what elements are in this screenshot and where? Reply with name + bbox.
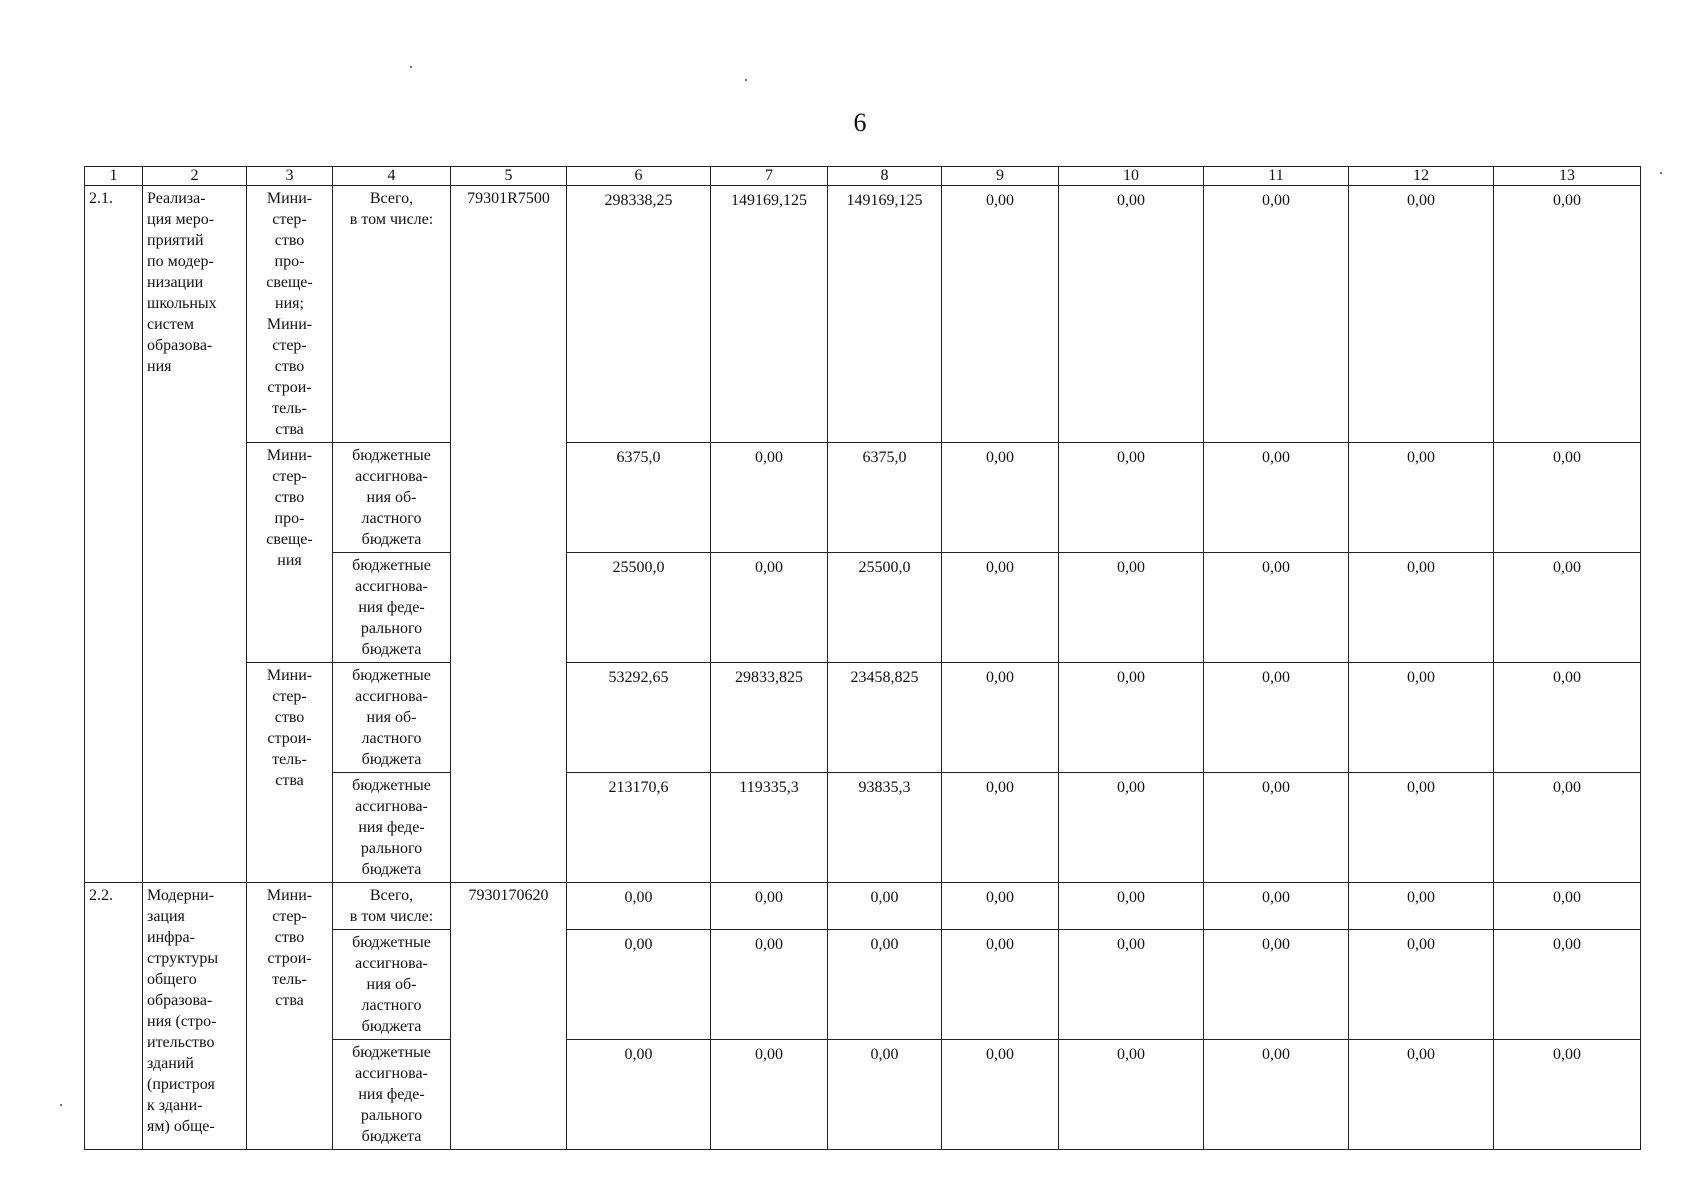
value-cell: 6375,0: [828, 443, 942, 553]
value-cell: 0,00: [942, 553, 1059, 663]
value-cell: 0,00: [1059, 930, 1204, 1040]
budget-code: 7930170620: [451, 883, 567, 1150]
value-cell: 0,00: [1059, 1040, 1204, 1150]
value-cell: 0,00: [711, 553, 828, 663]
value-cell: 0,00: [1349, 773, 1494, 883]
value-cell: 149169,125: [828, 186, 942, 443]
row-name: Реализа- ция меро- приятий по модер- низации школьных систем образова- ния: [143, 186, 247, 883]
value-cell: 0,00: [1204, 186, 1349, 443]
value-cell: 0,00: [1204, 1040, 1349, 1150]
value-cell: 0,00: [1059, 553, 1204, 663]
value-cell: 0,00: [1204, 443, 1349, 553]
header-col-6: 6: [567, 167, 711, 186]
executor-cell: Мини- стер- ство строи- тель- ства: [247, 663, 333, 883]
value-cell: 93835,3: [828, 773, 942, 883]
value-cell: 0,00: [1059, 186, 1204, 443]
value-cell: 0,00: [1349, 186, 1494, 443]
budget-code: 79301R7500: [451, 186, 567, 883]
scan-speck: [410, 66, 412, 68]
value-cell: 0,00: [1494, 1040, 1641, 1150]
header-col-2: 2: [143, 167, 247, 186]
value-cell: 0,00: [1349, 553, 1494, 663]
scan-speck: [60, 1104, 62, 1106]
table-row: [85, 883, 1641, 930]
value-cell: 0,00: [567, 1040, 711, 1150]
value-cell: 0,00: [1349, 930, 1494, 1040]
value-cell: 0,00: [1204, 663, 1349, 773]
page-number: 6: [853, 108, 867, 137]
value-cell: 0,00: [1204, 553, 1349, 663]
executor-cell: Мини- стер- ство про- свеще- ния; Мини- стер- ство строи- тель- ства: [247, 186, 333, 443]
value-cell: 29833,825: [711, 663, 828, 773]
value-cell: 0,00: [828, 1040, 942, 1150]
value-cell: 25500,0: [828, 553, 942, 663]
executor-cell: Мини- стер- ство строи- тель- ства: [247, 883, 333, 1150]
header-col-13: 13: [1494, 167, 1641, 186]
value-cell: 0,00: [942, 1040, 1059, 1150]
value-cell: 213170,6: [567, 773, 711, 883]
row-id: 2.2.: [85, 883, 143, 1150]
value-cell: 0,00: [1204, 883, 1349, 930]
value-cell: 0,00: [942, 186, 1059, 443]
value-cell: 0,00: [1494, 930, 1641, 1040]
value-cell: 119335,3: [711, 773, 828, 883]
scan-speck: [745, 79, 747, 81]
value-cell: 0,00: [942, 883, 1059, 930]
value-cell: 0,00: [1059, 883, 1204, 930]
header-col-8: 8: [828, 167, 942, 186]
value-cell: 0,00: [1204, 930, 1349, 1040]
scan-speck: [1660, 172, 1662, 174]
header-col-11: 11: [1204, 167, 1349, 186]
value-cell: 6375,0: [567, 443, 711, 553]
value-cell: 149169,125: [711, 186, 828, 443]
value-cell: 0,00: [942, 930, 1059, 1040]
executor-cell: Мини- стер- ство про- свеще- ния: [247, 443, 333, 663]
header-col-5: 5: [451, 167, 567, 186]
value-cell: 0,00: [1494, 553, 1641, 663]
value-cell: 0,00: [1349, 663, 1494, 773]
funding-source-label: Всего, в том числе:: [333, 883, 451, 930]
funding-source-label: бюджетные ассигнова- ния феде- рального бюджета: [333, 553, 451, 663]
value-cell: 0,00: [1494, 773, 1641, 883]
header-row: [85, 167, 1641, 186]
header-col-7: 7: [711, 167, 828, 186]
value-cell: 0,00: [828, 930, 942, 1040]
value-cell: 0,00: [828, 883, 942, 930]
row-name: Модерни- зация инфра- структуры общего образова- ния (стро- ительство зданий (пристроя к здани- ям) обще-: [143, 883, 247, 1150]
value-cell: 0,00: [711, 443, 828, 553]
value-cell: 0,00: [942, 773, 1059, 883]
value-cell: 53292,65: [567, 663, 711, 773]
table-row: [85, 186, 1641, 443]
funding-source-label: бюджетные ассигнова- ния об- ластного бюджета: [333, 443, 451, 553]
table-row: [85, 443, 1641, 553]
value-cell: 0,00: [711, 930, 828, 1040]
header-col-3: 3: [247, 167, 333, 186]
value-cell: 0,00: [1349, 883, 1494, 930]
value-cell: 0,00: [1349, 1040, 1494, 1150]
funding-source-label: бюджетные ассигнова- ния феде- рального бюджета: [333, 1040, 451, 1150]
value-cell: 0,00: [567, 930, 711, 1040]
header-col-4: 4: [333, 167, 451, 186]
value-cell: 23458,825: [828, 663, 942, 773]
value-cell: 0,00: [942, 443, 1059, 553]
value-cell: 0,00: [711, 1040, 828, 1150]
funding-source-label: бюджетные ассигнова- ния об- ластного бюджета: [333, 930, 451, 1040]
value-cell: 0,00: [711, 883, 828, 930]
header-col-12: 12: [1349, 167, 1494, 186]
value-cell: 0,00: [1494, 883, 1641, 930]
funding-source-label: Всего, в том числе:: [333, 186, 451, 443]
table-row: [85, 663, 1641, 773]
header-col-10: 10: [1059, 167, 1204, 186]
value-cell: 0,00: [1494, 443, 1641, 553]
row-id: 2.1.: [85, 186, 143, 883]
value-cell: 0,00: [1059, 443, 1204, 553]
funding-source-label: бюджетные ассигнова- ния об- ластного бюджета: [333, 663, 451, 773]
value-cell: 0,00: [1349, 443, 1494, 553]
header-col-9: 9: [942, 167, 1059, 186]
value-cell: 0,00: [1204, 773, 1349, 883]
value-cell: 0,00: [1494, 663, 1641, 773]
value-cell: 25500,0: [567, 553, 711, 663]
value-cell: 0,00: [1494, 186, 1641, 443]
budget-table: [84, 166, 1641, 1150]
funding-source-label: бюджетные ассигнова- ния феде- рального бюджета: [333, 773, 451, 883]
value-cell: 298338,25: [567, 186, 711, 443]
value-cell: 0,00: [1059, 663, 1204, 773]
header-col-1: 1: [85, 167, 143, 186]
value-cell: 0,00: [1059, 773, 1204, 883]
value-cell: 0,00: [942, 663, 1059, 773]
value-cell: 0,00: [567, 883, 711, 930]
